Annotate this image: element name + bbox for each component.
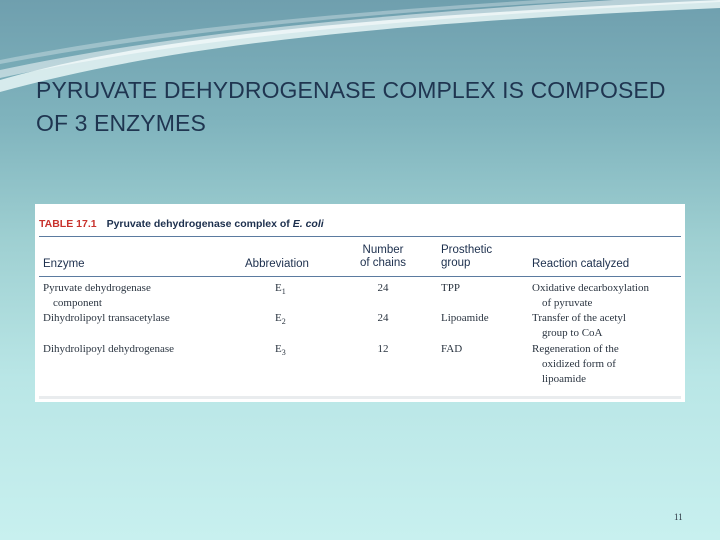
table-top-rule <box>39 236 681 237</box>
table-row-1-reaction <box>532 281 649 311</box>
row-3-abbr-letter: E <box>275 343 282 355</box>
page-number: 11 <box>674 512 683 522</box>
row-1-abbr-sub: 1 <box>281 287 286 297</box>
header-abbreviation: Abbreviation <box>245 258 309 270</box>
enzyme-table <box>35 204 685 402</box>
table-caption <box>39 218 324 230</box>
caption-prefix: Pyruvate dehydrogenase complex of <box>106 218 293 230</box>
table-row-2-abbr <box>275 311 286 326</box>
row-1-reaction-line1: Oxidative decarboxylation <box>532 282 649 294</box>
row-1-enzyme-line2: component <box>53 297 102 309</box>
header-enzyme: Enzyme <box>43 258 85 270</box>
table-row-3-enzyme <box>43 342 174 357</box>
header-chains <box>353 244 413 270</box>
row-3-abbr-sub: 3 <box>281 348 286 358</box>
table-caption-text <box>107 218 324 230</box>
row-2-enzyme-line1: Dihydrolipoyl transacetylase <box>43 312 170 324</box>
table-row-3-group: FAD <box>441 343 463 355</box>
table-row-1-enzyme <box>43 281 151 311</box>
table-row-2-reaction <box>532 311 626 341</box>
table-bottom-rule <box>39 396 681 399</box>
table-row-2-enzyme <box>43 311 170 326</box>
table-label: TABLE 17.1 <box>39 218 97 230</box>
row-3-reaction-line3: lipoamide <box>542 373 586 385</box>
header-chains-line1: Number <box>362 244 404 256</box>
row-1-reaction-line2: of pyruvate <box>542 297 593 309</box>
table-row-2-group: Lipoamide <box>441 312 489 324</box>
row-3-reaction-line2: oxidized form of <box>542 358 616 370</box>
slide-title: PYRUVATE DEHYDROGENASE COMPLEX IS COMPOSED OF 3 ENZYMES <box>36 77 666 136</box>
row-1-enzyme-line1: Pyruvate dehydrogenase <box>43 282 151 294</box>
table-row-1-group: TPP <box>441 282 460 294</box>
row-1-abbr-letter: E <box>275 282 282 294</box>
table-row-2-chains: 24 <box>377 312 389 324</box>
header-prosthetic-line2: group <box>441 257 471 269</box>
table-row-1-chains: 24 <box>377 282 389 294</box>
caption-organism: E. coli <box>292 218 324 230</box>
table-row-3-abbr <box>275 342 286 357</box>
table-row-3-chains: 12 <box>377 343 389 355</box>
row-3-enzyme-line1: Dihydrolipoyl dehydrogenase <box>43 343 175 355</box>
header-prosthetic <box>441 244 492 270</box>
row-2-reaction-line2: group to CoA <box>542 327 603 339</box>
header-prosthetic-line1: Prosthetic <box>441 244 493 256</box>
table-row-1-abbr <box>275 281 286 296</box>
row-2-abbr-sub: 2 <box>281 317 286 327</box>
table-header-rule <box>39 276 681 277</box>
header-reaction: Reaction catalyzed <box>532 258 630 270</box>
row-2-abbr-letter: E <box>275 312 282 324</box>
row-2-reaction-line1: Transfer of the acetyl <box>532 312 626 324</box>
table-row-3-reaction <box>532 342 619 387</box>
row-3-reaction-line1: Regeneration of the <box>532 343 619 355</box>
header-chains-line2: of chains <box>359 257 407 269</box>
